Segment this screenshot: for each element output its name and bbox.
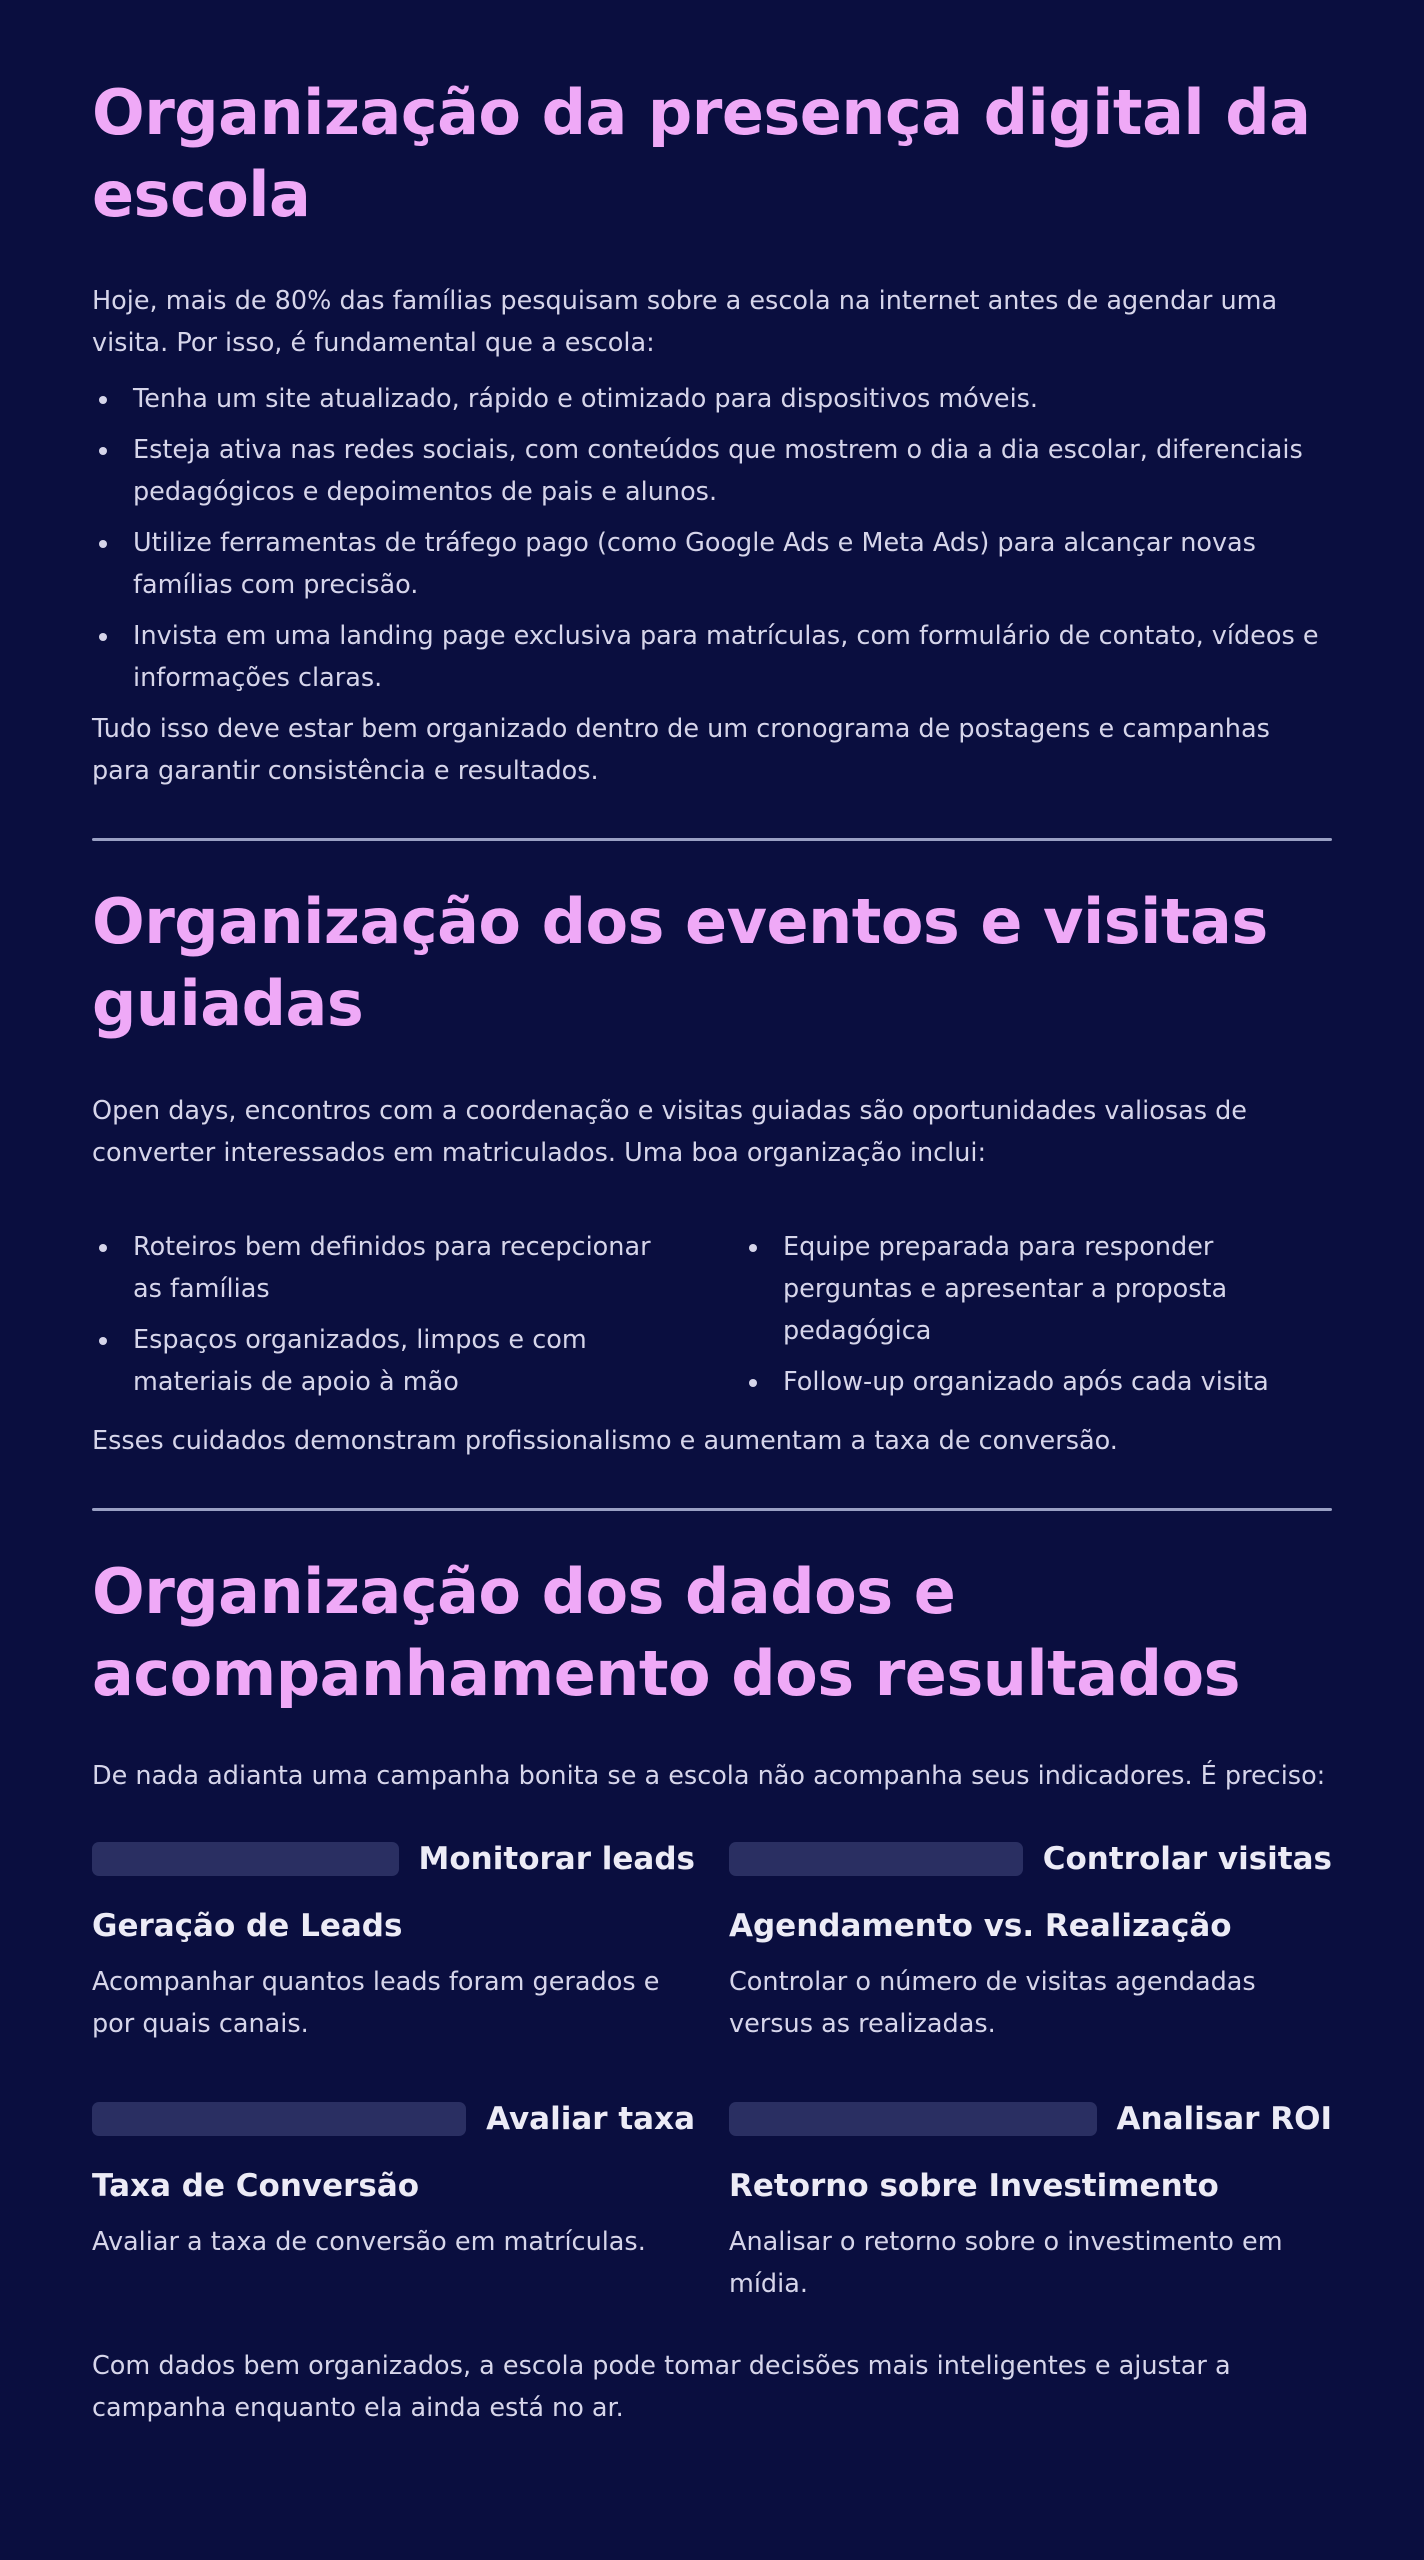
list-item: Follow-up organizado após cada visita xyxy=(742,1361,1332,1403)
section-divider xyxy=(92,838,1332,841)
list-item: Invista em uma landing page exclusiva para matrículas, com formulário de contato, vídeos e informações claras. xyxy=(92,615,1332,699)
section-outro: Esses cuidados demonstram profissionalismo e aumentam a taxa de conversão. xyxy=(92,1426,1118,1456)
list-item: Equipe preparada para responder perguntas e apresentar a proposta pedagógica xyxy=(742,1226,1332,1352)
card-title: Agendamento vs. Realização xyxy=(729,1908,1232,1944)
card-header xyxy=(729,2097,1332,2141)
list-item: Tenha um site atualizado, rápido e otimizado para dispositivos móveis. xyxy=(92,378,1332,420)
card-tag: Avaliar taxa xyxy=(486,2101,695,2137)
card-tag: Analisar ROI xyxy=(1116,2101,1332,2137)
card-bar xyxy=(729,1842,1023,1876)
card-header xyxy=(92,1837,695,1881)
card-description: Acompanhar quantos leads foram gerados e por quais canais. xyxy=(92,1967,660,2039)
list-item: Utilize ferramentas de tráfego pago (como Google Ads e Meta Ads) para alcançar novas famílias com precisão. xyxy=(92,522,1332,606)
card-description: Controlar o número de visitas agendadas versus as realizadas. xyxy=(729,1967,1256,2039)
card-description: Avaliar a taxa de conversão em matrículas. xyxy=(92,2227,646,2257)
section-intro: Hoje, mais de 80% das famílias pesquisam sobre a escola na internet antes de agendar uma visita. Por isso, é fundamental que a escola: xyxy=(92,286,1278,358)
metric-card-conversion xyxy=(92,2097,695,2305)
card-bar xyxy=(729,2102,1097,2136)
section-title: Organização da presença digital da escola xyxy=(92,76,1311,231)
card-header xyxy=(729,1837,1332,1881)
card-bar xyxy=(92,2102,466,2136)
section-events xyxy=(92,881,1332,1511)
list-item: Esteja ativa nas redes sociais, com conteúdos que mostrem o dia a dia escolar, diferenciais pedagógicos e depoimentos de pais e alunos. xyxy=(92,429,1332,513)
section-intro: De nada adianta uma campanha bonita se a escola não acompanha seus indicadores. É preciso: xyxy=(92,1761,1326,1791)
bullet-list xyxy=(92,378,1332,699)
section-digital-presence xyxy=(92,0,1332,841)
section-outro: Com dados bem organizados, a escola pode tomar decisões mais inteligentes e ajustar a campanha enquanto ela ainda está no ar. xyxy=(92,2351,1231,2423)
card-title: Taxa de Conversão xyxy=(92,2168,420,2204)
bullet-list-left xyxy=(92,1226,682,1412)
list-item: Espaços organizados, limpos e com materiais de apoio à mão xyxy=(92,1319,682,1403)
metric-cards xyxy=(92,1837,1332,2305)
card-header xyxy=(92,2097,695,2141)
card-title: Geração de Leads xyxy=(92,1908,403,1944)
section-divider xyxy=(92,1508,1332,1511)
two-column-list xyxy=(92,1226,1332,1412)
card-bar xyxy=(92,1842,399,1876)
section-title: Organização dos eventos e visitas guiadas xyxy=(92,885,1268,1040)
card-tag: Monitorar leads xyxy=(418,1841,695,1877)
metric-card-roi xyxy=(729,2097,1332,2305)
section-intro: Open days, encontros com a coordenação e visitas guiadas são oportunidades valiosas de converter interessados em matriculados. Uma boa organização inclui: xyxy=(92,1096,1247,1168)
card-title: Retorno sobre Investimento xyxy=(729,2168,1219,2204)
card-description: Analisar o retorno sobre o investimento em mídia. xyxy=(729,2227,1283,2299)
section-outro: Tudo isso deve estar bem organizado dentro de um cronograma de postagens e campanhas para garantir consistência e resultados. xyxy=(92,714,1270,786)
metric-card-visits xyxy=(729,1837,1332,2045)
section-title: Organização dos dados e acompanhamento dos resultados xyxy=(92,1555,1240,1710)
list-item: Roteiros bem definidos para recepcionar as famílias xyxy=(92,1226,682,1310)
card-tag: Controlar visitas xyxy=(1042,1841,1332,1877)
bullet-list-right xyxy=(742,1226,1332,1412)
section-data-tracking xyxy=(92,1551,1332,2429)
metric-card-leads xyxy=(92,1837,695,2045)
